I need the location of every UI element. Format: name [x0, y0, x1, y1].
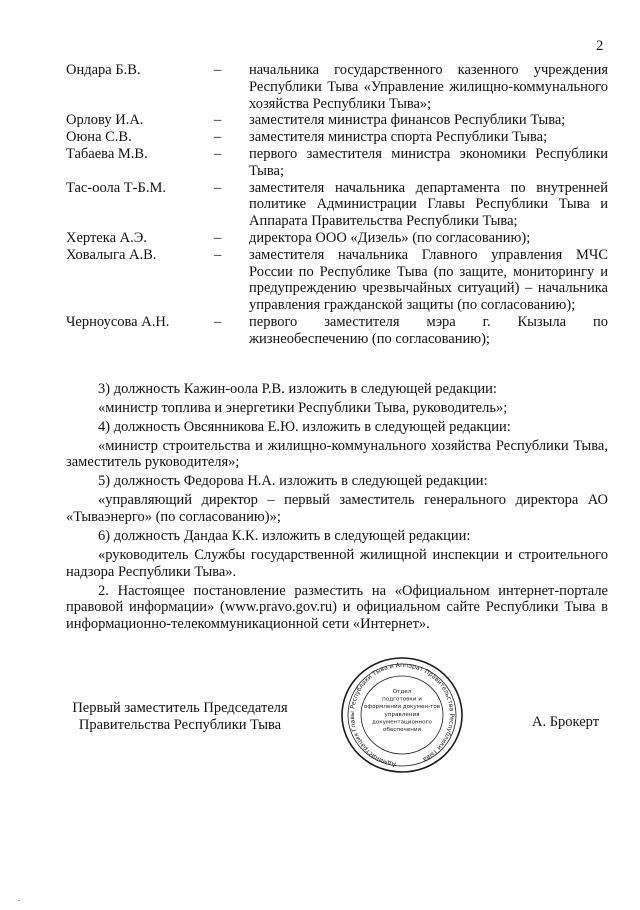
members-table: [66, 62, 608, 348]
member-position: директора ООО «Дизель» (по согласованию);: [249, 229, 531, 246]
amendment-paragraph: 4) должность Овсянникова Е.Ю. изложить в следующей редакции:: [98, 418, 511, 435]
member-row: [66, 230, 608, 247]
amendment-paragraph: 5) должность Федорова Н.А. изложить в следующей редакции:: [98, 473, 488, 490]
seal-center-line: управления: [384, 711, 420, 718]
page-number: 2: [596, 38, 604, 54]
amendment-paragraph: «министр топлива и энергетики Республики Тыва, руководитель»;: [98, 399, 508, 416]
member-position: заместителя начальника Главного управления МЧС России по Республике Тыва (по защите, мониторингу и предупреждению чрезвычайных ситуаций) – начальника управления гражданской защиты (по согласованию);: [249, 246, 608, 314]
official-seal: [338, 655, 466, 775]
member-dash: –: [214, 313, 222, 330]
seal-center-line: документационного: [372, 719, 432, 726]
signatory-title-line: Первый заместитель Председателя: [72, 700, 288, 716]
member-row: [66, 62, 608, 112]
amendment-paragraph: «министр строительства и жилищно-коммунального хозяйства Республики Тыва, заместитель руководителя»;: [66, 437, 608, 471]
member-name: Ондара Б.В.: [66, 62, 141, 78]
member-row: [66, 314, 608, 348]
amendments-section: [66, 381, 608, 635]
member-name: Черноусова А.Н.: [66, 313, 170, 330]
seal-ring-text: Администрация Главы Республики Тыва и Аппарат Правительства Республики Тыва: [348, 661, 456, 768]
seal-center-line: подготовки и: [382, 696, 422, 703]
member-row: [66, 146, 608, 180]
member-position: первого заместителя министра экономики Республики Тыва;: [249, 145, 608, 179]
seal-graphic: [338, 655, 466, 775]
member-dash: –: [214, 179, 222, 196]
member-name: Оюна С.В.: [66, 129, 132, 146]
member-dash: –: [214, 229, 222, 246]
amendment-paragraph: «руководитель Службы государственной жилищной инспекции и строительного надзора Республики Тыва».: [66, 546, 608, 580]
member-row: [66, 112, 608, 129]
member-row: [66, 247, 608, 314]
member-position: начальника государственного казенного учреждения Республики Тыва «Управление жилищно-коммунального хозяйства Республики Тыва»;: [249, 62, 608, 112]
member-name: Хертека А.Э.: [66, 229, 147, 246]
member-dash: –: [214, 62, 222, 78]
member-dash: –: [214, 145, 222, 162]
member-row: [66, 180, 608, 230]
member-name: Орлову И.А.: [66, 112, 144, 129]
member-name: Ховалыга А.В.: [66, 246, 157, 263]
amendment-paragraph: «управляющий директор – первый заместитель генерального директора АО «Тываэнерго» (по согласованию)»;: [66, 492, 608, 526]
seal-center-line: обеспечения: [383, 727, 421, 733]
member-name: Табаева М.В.: [66, 145, 148, 162]
member-dash: –: [214, 129, 222, 146]
signatory-title-line: Правительства Республики Тыва: [78, 717, 282, 733]
member-position: заместителя начальника департамента по внутренней политике Администрации Главы Республики Тыва и Аппарата Правительства Республики Тыва;: [249, 179, 608, 230]
seal-center-line: оформления докумен-тов: [363, 704, 441, 711]
seal-center-text: [364, 689, 440, 733]
member-position: первого заместителя мэра г. Кызыла по жизнеобеспечению (по согласованию);: [249, 313, 608, 347]
signatory-name: А. Брокерт: [532, 714, 600, 730]
seal-center-line: Отдел: [392, 689, 412, 695]
member-row: [66, 129, 608, 146]
amendment-paragraph: 6) должность Дандаа К.К. изложить в следующей редакции:: [98, 527, 471, 544]
member-dash: –: [214, 246, 222, 263]
member-position: заместителя министра спорта Республики Тыва;: [249, 129, 548, 146]
amendment-paragraph: 3) должность Кажин-оола Р.В. изложить в следующей редакции:: [98, 381, 497, 397]
member-name: Тас-оола Т-Б.М.: [66, 179, 166, 196]
member-dash: –: [214, 112, 222, 129]
member-position: заместителя министра финансов Республики Тыва;: [249, 112, 566, 129]
signatory-title: [60, 700, 300, 734]
amendment-paragraph: 2. Настоящее постановление разместить на «Официальном интернет-портале правовой информации» (www.pravo.gov.ru) и официальном сайте Республики Тыва в информационно-телекоммуникационной сети «Интернет».: [66, 582, 608, 633]
margin-mark: -: [18, 898, 20, 904]
